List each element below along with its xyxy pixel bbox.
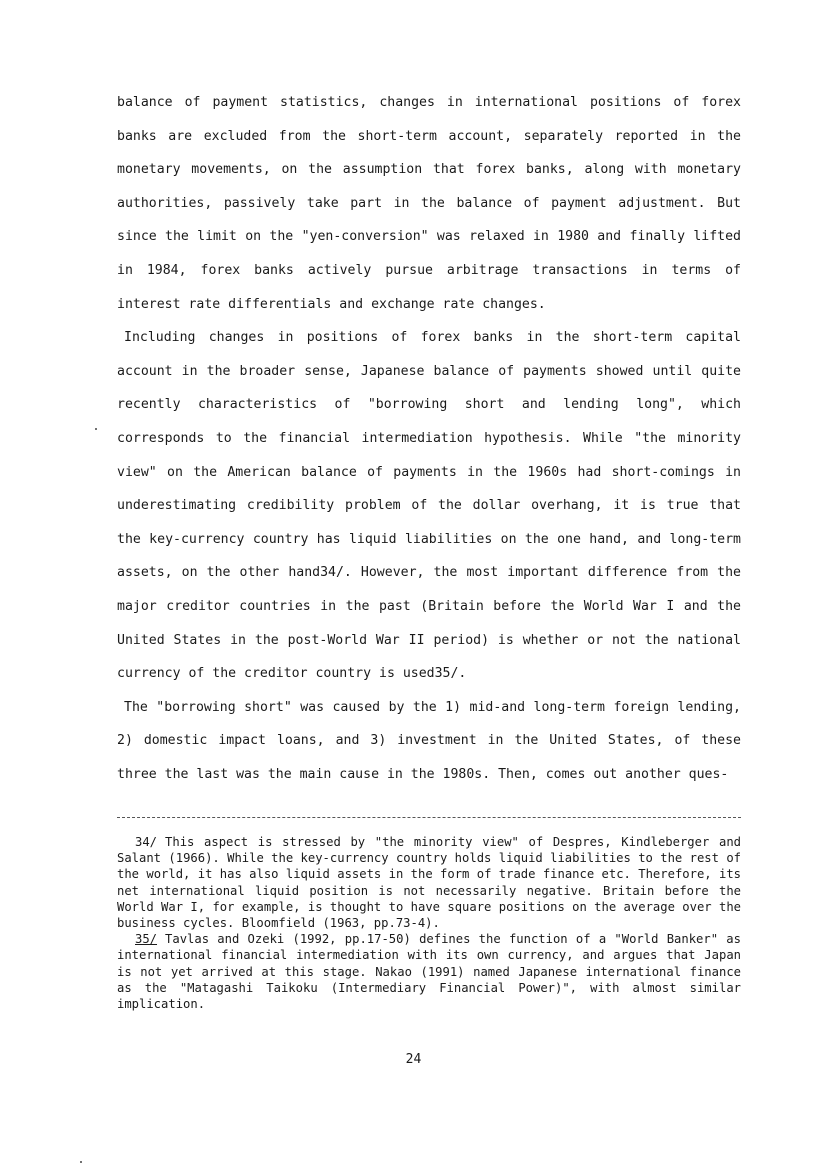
footnote-text: This aspect is stressed by "the minority view" of Despres, Kindleberger and Salant (1966). While the key-currency country holds liquid liabilities to the rest of the world, it has also liquid assets in the form of trade finance etc. Therefore, its net international liquid position is not necessarily negative. Britain before the World War I, for example, is thought to have square positions on the average over the business cycles. Bloomfield (1963, pp.73-4).	[117, 835, 741, 931]
paragraph: The "borrowing short" was caused by the 1) mid-and long-term foreign lending, 2) domestic impact loans, and 3) investment in the United States, of these three the last was the main cause in the 1980s. Then, comes out another ques-	[117, 699, 741, 782]
footnote-separator	[117, 817, 741, 818]
scan-speck	[95, 428, 97, 430]
footnote-35	[117, 931, 741, 1012]
footnote-34	[117, 834, 741, 931]
page-number: 24	[405, 1052, 422, 1067]
footnote-text: Tavlas and Ozeki (1992, pp.17-50) defines the function of a "World Banker" as international financial intermediation with its own currency, and argues that Japan is not yet arrived at this stage. Nakao (1991) named Japanese international finance as the "Matagashi Taikoku (Intermediary Financial Power)", with almost similar implication.	[117, 932, 741, 1012]
paragraph: balance of payment statistics, changes in international positions of forex banks are excluded from the short-term account, separately reported in the monetary movements, on the assumption that forex banks, along with monetary authorities, passively take part in the balance of payment adjustment. But since the limit on the "yen-conversion" was relaxed in 1980 and finally lifted in 1984, forex banks actively pursue arbitrage transactions in terms of interest rate differentials and exchange rate changes.	[117, 95, 741, 312]
footnotes	[117, 834, 741, 1012]
footnote-mark: 35/	[135, 932, 158, 947]
body-text	[117, 86, 741, 791]
scan-speck	[80, 1161, 82, 1163]
paragraph: Including changes in positions of forex banks in the short-term capital account in the broader sense, Japanese balance of payments showed until quite recently characteristics of "borrowing short and lending long", which corresponds to the financial intermediation hypothesis. While "the minority view" on the American balance of payments in the 1960s had short-comings in underestimating credibility problem of the dollar overhang, it is true that the key-currency country has liquid liabilities on the one hand, and long-term assets, on the other hand34/. However, the most important difference from the major creditor countries in the past (Britain before the World War I and the United States in the post-World War II period) is whether or not the national currency of the creditor country is used35/.	[117, 330, 741, 682]
footnote-mark: 34/	[135, 835, 158, 849]
